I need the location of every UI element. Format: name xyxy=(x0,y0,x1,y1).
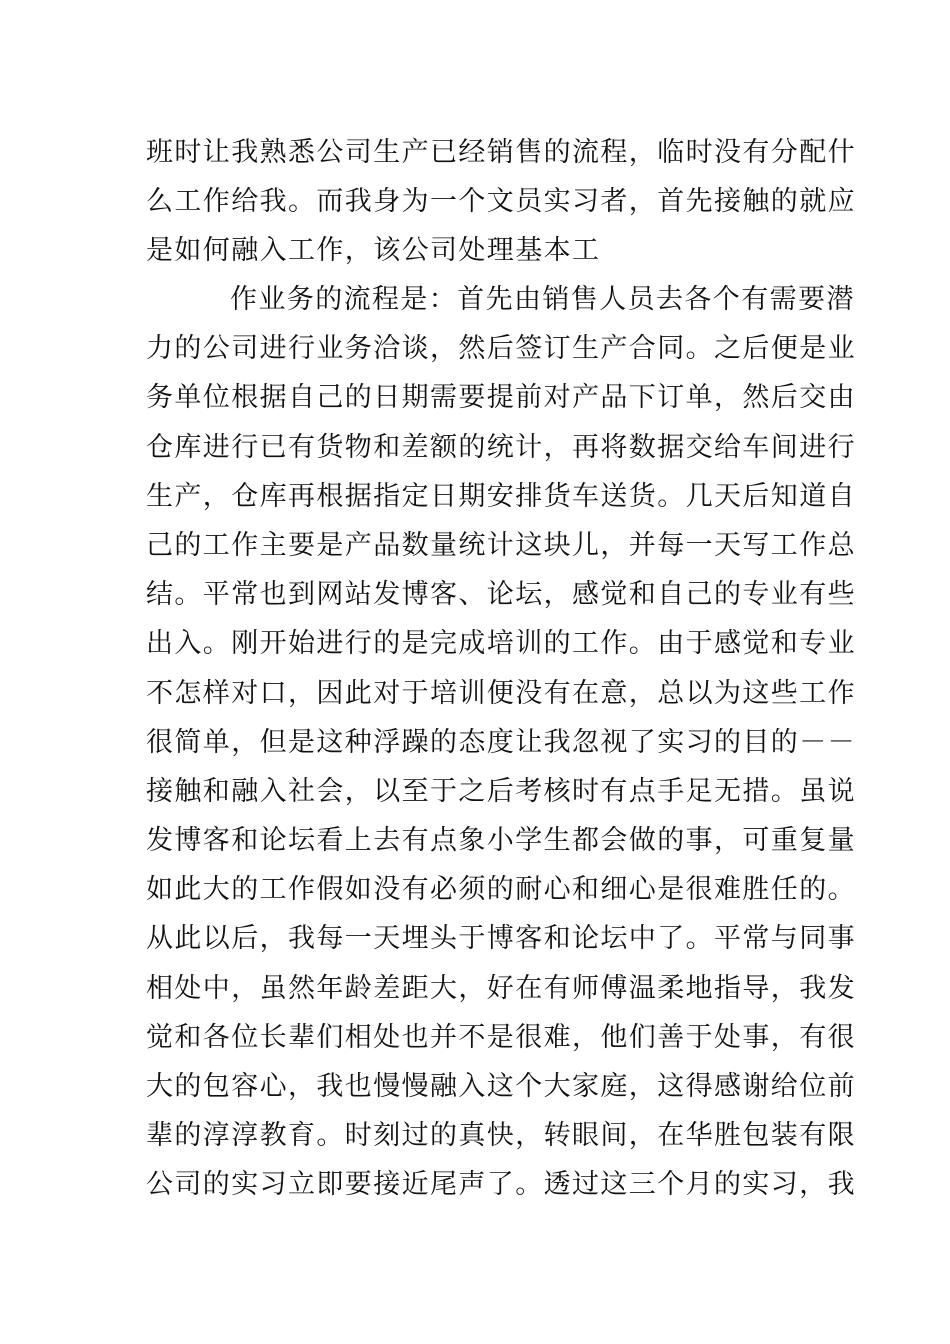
text-line: 相处中，虽然年龄差距大，好在有师傅温柔地指导，我发 xyxy=(146,972,856,1004)
text-line: 力的公司进行业务洽谈，然后签订生产合同。之后便是业 xyxy=(146,333,856,365)
text-line: 很简单，但是这种浮躁的态度让我忽视了实习的目的－－ xyxy=(146,726,856,758)
text-line: 么工作给我。而我身为一个文员实习者，首先接触的就应 xyxy=(146,186,856,218)
paragraph-2 xyxy=(146,275,856,1210)
text-line: 接触和融入社会，以至于之后考核时有点手足无措。虽说 xyxy=(146,775,856,807)
text-line: 大的包容心，我也慢慢融入这个大家庭，这得感谢给位前 xyxy=(146,1071,856,1102)
text-line: 觉和各位长辈们相处也并不是很难，他们善于处事，有很 xyxy=(146,1021,856,1053)
text-line: 不怎样对口，因此对于培训便没有在意，总以为这些工作 xyxy=(146,677,856,709)
text-line: 从此以后，我每一天埋头于博客和论坛中了。平常与同事 xyxy=(146,923,856,955)
text-line: 发博客和论坛看上去有点象小学生都会做的事，可重复量 xyxy=(146,825,856,857)
text-line: 务单位根据自己的日期需要提前对产品下订单，然后交由 xyxy=(146,382,856,414)
paragraph-1 xyxy=(146,128,856,276)
text-line: 出入。刚开始进行的是完成培训的工作。由于感觉和专业 xyxy=(146,628,856,660)
text-line: 生产，仓库再根据指定日期安排货车送货。几天后知道自 xyxy=(146,480,856,512)
text-line: 结。平常也到网站发博客、论坛，感觉和自己的专业有些 xyxy=(146,579,856,611)
text-line: 班时让我熟悉公司生产已经销售的流程，临时没有分配什 xyxy=(146,137,856,168)
text-line: 仓库进行已有货物和差额的统计，再将数据交给车间进行 xyxy=(146,431,856,463)
text-line: 己的工作主要是产品数量统计这块儿，并每一天写工作总 xyxy=(146,529,856,561)
text-line-indented: 作业务的流程是：首先由销售人员去各个有需要潜 xyxy=(230,284,855,315)
text-line: 辈的淳淳教育。时刻过的真快，转眼间，在华胜包装有限 xyxy=(146,1120,856,1152)
text-line: 如此大的工作假如没有必须的耐心和细心是很难胜任的。 xyxy=(146,874,856,906)
text-line: 公司的实习立即要接近尾声了。透过这三个月的实习，我 xyxy=(146,1169,856,1201)
text-line: 是如何融入工作，该公司处理基本工 xyxy=(146,235,601,267)
